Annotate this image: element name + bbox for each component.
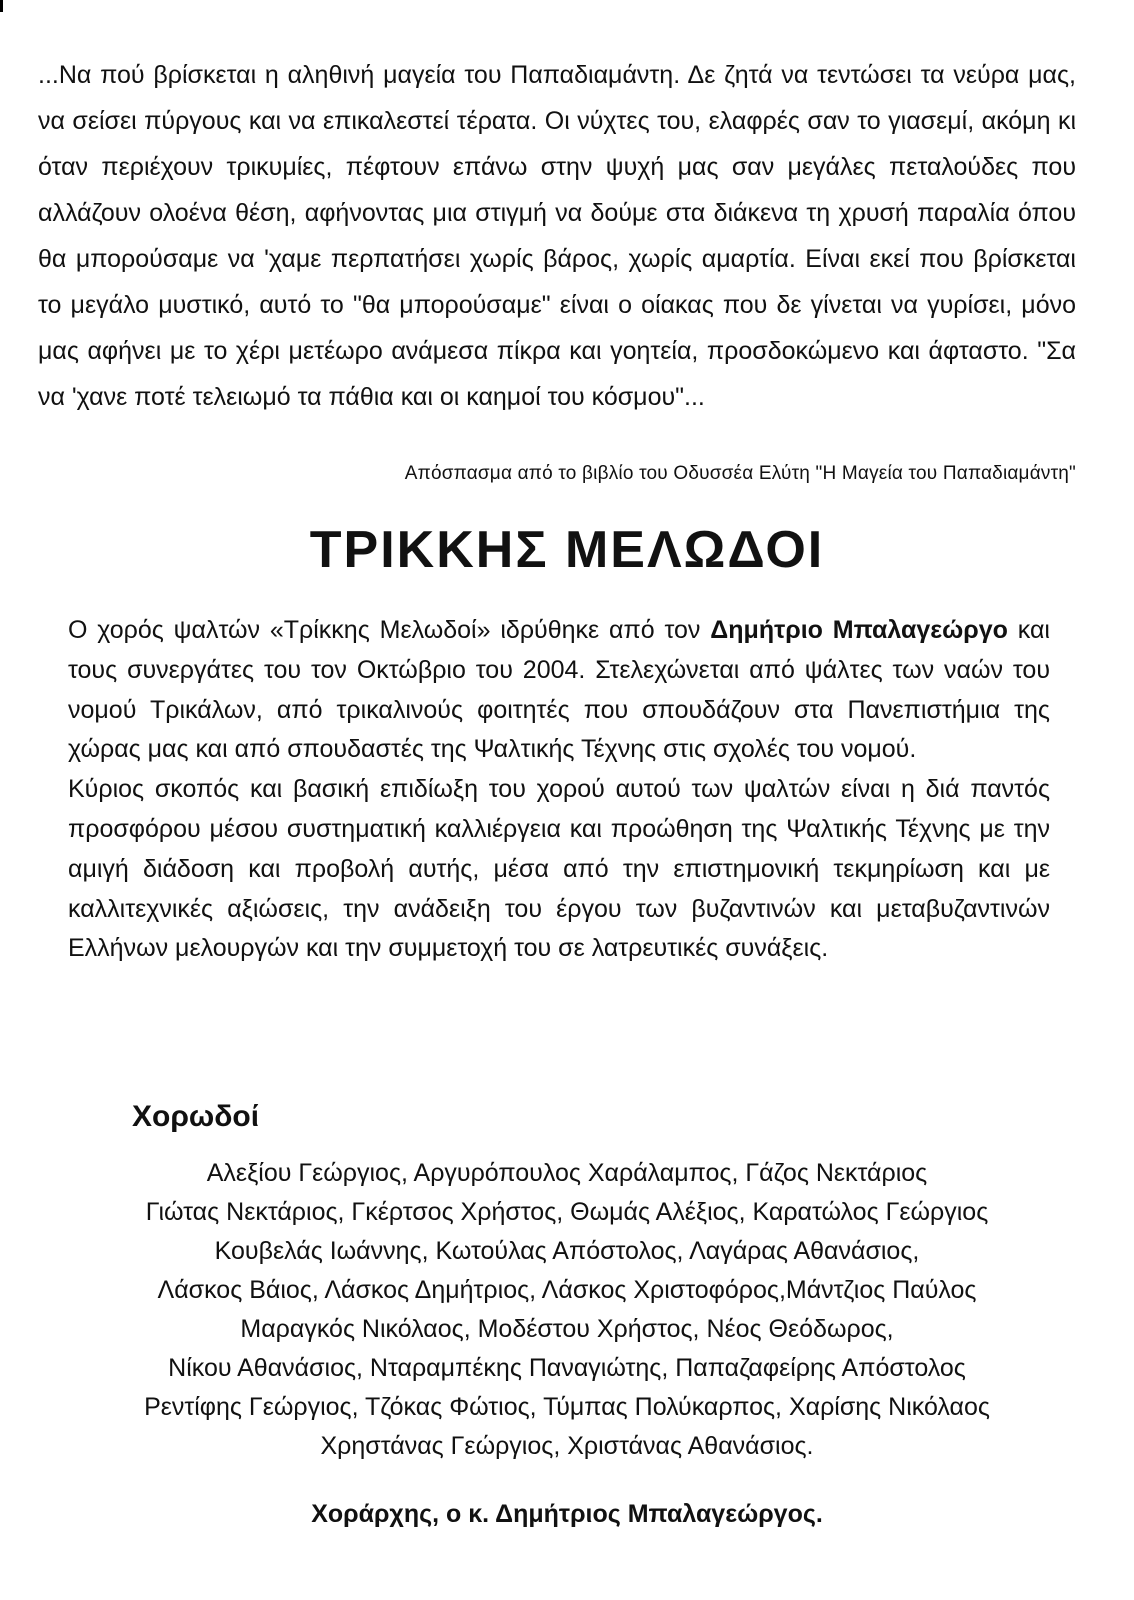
members-line: Νίκου Αθανάσιος, Νταραμπέκης Παναγιώτης, Παπαζαφείρης Απόστολος <box>168 1354 966 1382</box>
members-line: Χρηστάνας Γεώργιος, Χριστάνας Αθανάσιος. <box>320 1432 814 1460</box>
elytis-quote: ...Να πού βρίσκεται η αληθινή μαγεία του Παπαδιαμάντη. Δε ζητά να τεντώσει τα νεύρα μας, να σείσει πύργους και να επικαλεστεί τέρατα. Οι νύχτες του, ελαφρές σαν το γιασεμί, ακόμη κι όταν περιέχουν τρικυμίες, πέφτουν επάνω στην ψυχή μας σαν μεγάλες πεταλούδες που αλλάζουν ολοένα θέση, αφήνοντας μια στιγμή να δούμε στα διάκενα τη χρυσή παραλία όπου θα μπορούσαμε να 'χαμε περπατήσει χωρίς βάρος, χωρίς αμαρτία. Είναι εκεί που βρίσκεται το μεγάλο μυστικό, αυτό το "θα μπορούσαμε" είναι ο οίακας που δε γίνεται να γυρίσει, μόνο μας αφήνει με το χέρι μετέωρο ανάμεσα πίκρα και γοητεία, προσδοκώμενο και άφταστο. "Σα να 'χανε ποτέ τελειωμό τα πάθια και οι καημοί του κόσμου"... <box>38 61 1076 411</box>
members-line: Γιώτας Νεκτάριος, Γκέρτσος Χρήστος, Θωμάς Αλέξιος, Καρατώλος Γεώργιος <box>145 1198 989 1226</box>
members-line: Μαραγκός Νικόλαος, Μοδέστου Χρήστος, Νέος Θεόδωρος, <box>240 1315 894 1343</box>
members-line: Ρεντίφης Γεώργιος, Τζόκας Φώτιος, Τύμπας Πολύκαρπος, Χαρίσης Νικόλαος <box>144 1393 990 1421</box>
founder-name: Δημήτριο Μπαλαγεώργο <box>710 616 1008 644</box>
members-list <box>0 1154 1134 1466</box>
members-line: Λάσκος Βάιος, Λάσκος Δημήτριος, Λάσκος Χριστοφόρος,Μάντζιος Παύλος <box>157 1276 977 1304</box>
members-line: Αλεξίου Γεώργιος, Αργυρόπουλος Χαράλαμπος, Γάζος Νεκτάριος <box>206 1159 928 1187</box>
members-line: Κουβελάς Ιωάννης, Κωτούλας Απόστολος, Λαγάρας Αθανάσιος, <box>214 1237 920 1265</box>
paragraph-purpose: Κύριος σκοπός και βασική επιδίωξη του χορού αυτού των ψαλτών είναι η διά παντός προσφόρου μέσου συστηματική καλλιέργεια και προώθηση της Ψαλτικής Τέχνης με την αμιγή διάδοση και προβολή αυτής, μέσα από την επιστημονική τεκμηρίωση και με καλλιτεχνικές αξιώσεις, την ανάδειξη του έργου των βυζαντινών και μεταβυζαντινών Ελλήνων μελουργών και την συμμετοχή του σε λατρευτικές συνάξεις. <box>68 775 1050 963</box>
paragraph-founding-end: και τους συνεργάτες του τον Οκτώβριο του 2004. Στελεχώνεται από ψάλτες των ναών του νομού Τρικάλων, από τρικαλινούς φοιτητές που σπουδάζουν στα Πανεπιστήμια της χώρας μας και από σπουδαστές της Ψαλτικής Τέχνης στις σχολές του νομού. <box>68 616 1050 764</box>
members-heading: Χορωδοί <box>132 1100 260 1133</box>
paragraph-founding <box>68 611 1050 770</box>
page-title: ΤΡΙΚΚΗΣ ΜΕΛΩΔΟΙ <box>309 521 825 579</box>
choir-description <box>68 611 1050 969</box>
quote-source: Απόσπασμα από το βιβλίο του Οδυσσέα Ελύτη "Η Μαγεία του Παπαδιαμάντη" <box>404 463 1076 484</box>
scan-edge-mark <box>0 0 3 12</box>
conductor-line: Χοράρχης, ο κ. Δημήτριος Μπαλαγεώργος. <box>311 1500 823 1528</box>
paragraph-founding-start: Ο χορός ψαλτών «Τρίκκης Μελωδοί» ιδρύθηκε από τον <box>68 616 701 644</box>
